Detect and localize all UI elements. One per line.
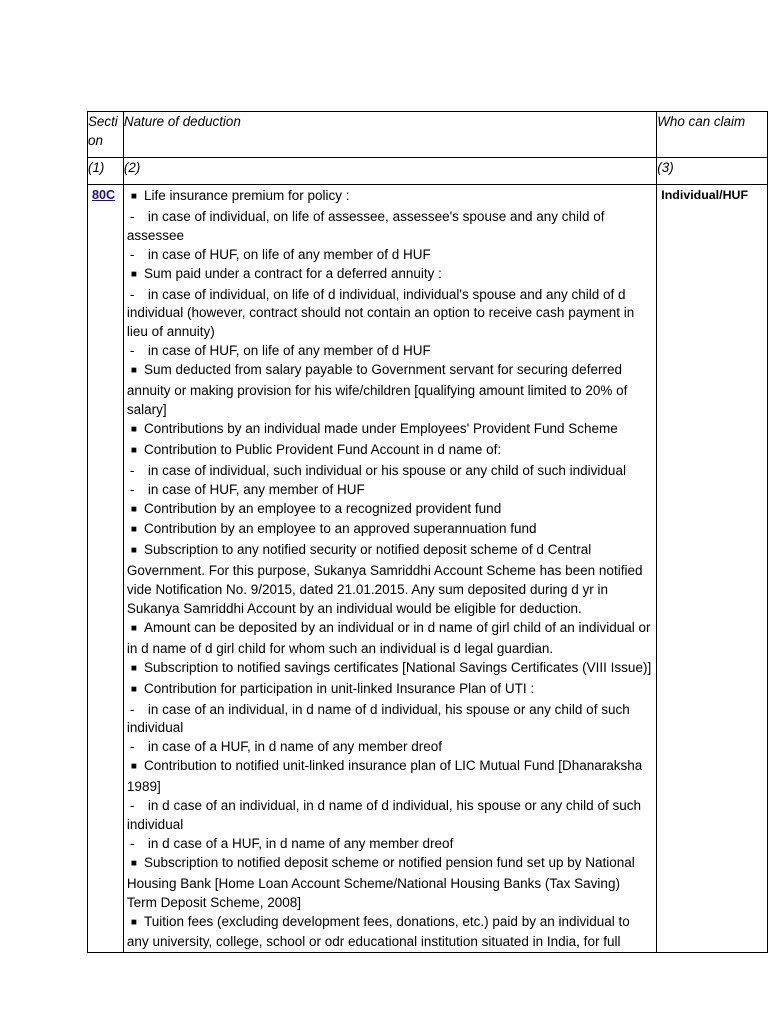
- deduction-bullet-item: ■ Tuition fees (excluding development fees, donations, etc.) paid by an individual to any university, college, school or odr educational institution situated in India, for full: [127, 913, 653, 953]
- deduction-bullet-item: ■ Contribution to notified unit-linked insurance plan of LIC Mutual Fund [Dhanaraksha 1989]: [127, 757, 653, 797]
- deduction-bullet-item: ■ Contribution for participation in unit-linked Insurance Plan of UTI :: [127, 680, 653, 701]
- deduction-bullet-item: ■ Contribution by an employee to an approved superannuation fund: [127, 520, 653, 541]
- column-number-1: (1): [88, 158, 124, 185]
- deduction-sub-item: - in case of HUF, on life of any member of d HUF: [127, 246, 653, 265]
- deduction-bullet-item: ■ Subscription to notified savings certificates [National Savings Certificates (VIII Issue)]: [127, 659, 653, 680]
- section-80c-row: [88, 185, 768, 953]
- deduction-sub-item: - in d case of an individual, in d name of d individual, his spouse or any child of such individual: [127, 797, 653, 835]
- deduction-bullet-item: ■ Amount can be deposited by an individual or in d name of girl child of an individual or in d name of d girl child for whom such an individual is d legal guardian.: [127, 619, 653, 659]
- header-nature-of-deduction: Nature of deduction: [123, 112, 656, 158]
- who-can-claim-value: Individual/HUF: [661, 188, 749, 202]
- deduction-sub-item: - in case of an individual, in d name of d individual, his spouse or any child of such individual: [127, 701, 653, 739]
- deduction-bullet-item: ■ Contribution by an employee to a recognized provident fund: [127, 500, 653, 521]
- deduction-bullet-item: ■ Contributions by an individual made under Employees' Provident Fund Scheme: [127, 420, 653, 441]
- deduction-sub-item: - in case of HUF, any member of HUF: [127, 481, 653, 500]
- column-number-3: (3): [657, 158, 768, 185]
- column-number-row: [88, 158, 768, 185]
- deduction-list: [124, 185, 656, 952]
- deductions-table: [87, 111, 768, 953]
- deduction-bullet-item: ■ Sum paid under a contract for a deferred annuity :: [127, 265, 653, 286]
- nature-of-deduction-cell: [123, 185, 656, 953]
- section-cell: [88, 185, 124, 953]
- deduction-bullet-item: ■ Subscription to any notified security or notified deposit scheme of d Central Government. For this purpose, Sukanya Samriddhi Account Scheme has been notified vide Notification No. 9/2015, dated 21.01.2015. Any sum deposited during d yr in Sukanya Samriddhi Account by an individual would be eligible for deduction.: [127, 541, 653, 619]
- deduction-sub-item: - in case of individual, such individual or his spouse or any child of such individual: [127, 462, 653, 481]
- deduction-sub-item: - in case of individual, on life of d individual, individual's spouse and any child of d individual (however, contract should not contain an option to receive cash payment in lieu of annuity): [127, 286, 653, 343]
- column-number-2: (2): [123, 158, 656, 185]
- section-80c-link[interactable]: 80C: [92, 188, 116, 202]
- deduction-sub-item: - in case of a HUF, in d name of any member dreof: [127, 738, 653, 757]
- header-section: Secti on: [88, 112, 124, 158]
- deduction-bullet-item: ■ Life insurance premium for policy :: [127, 187, 653, 208]
- header-row: [88, 112, 768, 158]
- header-who-can-claim: Who can claim: [657, 112, 768, 158]
- who-can-claim-cell: [657, 185, 768, 953]
- deduction-bullet-item: ■ Contribution to Public Provident Fund Account in d name of:: [127, 441, 653, 462]
- deduction-sub-item: - in case of HUF, on life of any member of d HUF: [127, 342, 653, 361]
- deduction-sub-item: - in case of individual, on life of assessee, assessee's spouse and any child of assessee: [127, 208, 653, 246]
- deduction-bullet-item: ■ Subscription to notified deposit scheme or notified pension fund set up by National Housing Bank [Home Loan Account Scheme/National Housing Banks (Tax Saving) Term Deposit Scheme, 2008]: [127, 854, 653, 913]
- deduction-sub-item: - in d case of a HUF, in d name of any member dreof: [127, 835, 653, 854]
- deduction-bullet-item: ■ Sum deducted from salary payable to Government servant for securing deferred annuity or making provision for his wife/children [qualifying amount limited to 20% of salary]: [127, 361, 653, 420]
